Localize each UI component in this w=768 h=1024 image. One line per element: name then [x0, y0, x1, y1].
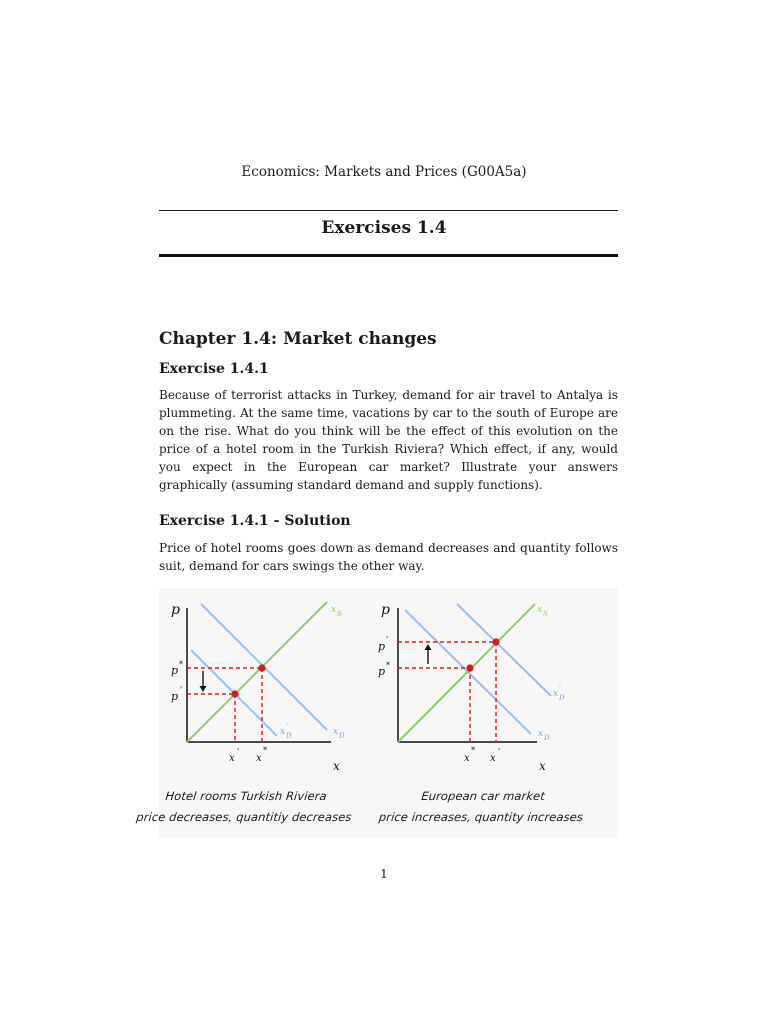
right-x-axis-label: x	[539, 759, 546, 773]
right-demand-sub: D	[544, 734, 550, 742]
right-diagram	[378, 602, 565, 773]
left-xstar-label: x	[256, 753, 262, 764]
left-xprime-sup: '	[237, 747, 240, 756]
right-pstar-label: p	[378, 665, 386, 678]
left-supply	[187, 602, 327, 742]
right-demand-shifted-sub: D	[559, 694, 565, 702]
right-caption-line2: price increases, quantity increases	[378, 810, 584, 824]
title-rule-top	[159, 210, 618, 211]
right-pprime-sup: '	[386, 635, 389, 644]
left-figure-caption	[133, 786, 357, 828]
exercise-heading: Exercise 1.4.1	[159, 361, 269, 377]
title-rule-bottom	[159, 254, 618, 257]
left-x-axis-label: x	[333, 759, 340, 773]
right-xprime-sup: '	[498, 747, 501, 756]
solution-text: Price of hotel rooms goes down as demand decreases and quantity follows suit, demand for cars swings the other way.	[159, 541, 618, 573]
left-caption-line2: price decreases, quantitiy decreases	[135, 810, 353, 824]
left-demand-shifted-label: x	[280, 727, 286, 737]
left-equilibrium-new	[231, 690, 238, 697]
right-equilibrium-original	[466, 664, 473, 671]
left-y-axis-label: p	[171, 602, 180, 618]
page-number: 1	[380, 867, 388, 881]
left-pprime-label: p	[171, 690, 179, 703]
left-demand-shifted-sub: D	[286, 732, 292, 740]
right-shift-arrowhead	[425, 644, 432, 650]
course-title: Economics: Markets and Prices (G00A5a)	[241, 164, 527, 180]
right-demand-label: x	[538, 729, 544, 739]
chapter-heading: Chapter 1.4: Market changes	[159, 329, 437, 349]
right-pstar-sup: *	[386, 661, 390, 670]
right-pprime-label: p	[378, 640, 386, 653]
right-demand-shifted-label: x	[553, 689, 559, 699]
right-supply-sub: S	[543, 610, 548, 618]
left-supply-sub: S	[337, 610, 342, 618]
left-caption-line1: Hotel rooms Turkish Riviera	[164, 789, 328, 803]
right-figure-caption	[370, 786, 594, 828]
left-xstar-sup: *	[263, 746, 267, 755]
left-demand-label: x	[333, 727, 339, 737]
left-demand-shifted-sup: '	[286, 722, 288, 730]
right-equilibrium-new	[492, 638, 499, 645]
left-equilibrium-original	[258, 664, 265, 671]
page-title: Exercises 1.4	[321, 218, 447, 238]
exercise-text: Because of terrorist attacks in Turkey, demand for air travel to Antalya is plummeting. At the same time, vacations by car to the south of Europe are on the rise. What do you think will be the effect of this evolution on the price of a hotel room in the Turkish Riviera? Which effect, if any, would you expect in the European car market? Illustrate your answers graphically (assuming standard demand and supply functions).	[159, 388, 618, 492]
right-demand-shifted-sup: '	[559, 684, 561, 692]
left-shift-arrowhead	[200, 686, 207, 692]
right-caption-line1: European car market	[420, 789, 546, 803]
left-pstar-sup: *	[179, 660, 183, 669]
left-xprime-label: x	[229, 753, 235, 764]
right-xprime-label: x	[490, 753, 496, 764]
left-demand-sub: D	[339, 732, 345, 740]
left-diagram	[171, 602, 345, 773]
right-xstar-sup: *	[471, 746, 475, 755]
right-y-axis-label: p	[381, 602, 390, 618]
left-pstar-label: p	[171, 664, 179, 677]
right-xstar-label: x	[464, 753, 470, 764]
left-pprime-sup: '	[180, 685, 183, 694]
solution-heading: Exercise 1.4.1 - Solution	[159, 513, 351, 529]
right-supply-label: x	[537, 605, 543, 615]
right-demand-shifted	[457, 604, 551, 696]
left-supply-label: x	[331, 605, 337, 615]
